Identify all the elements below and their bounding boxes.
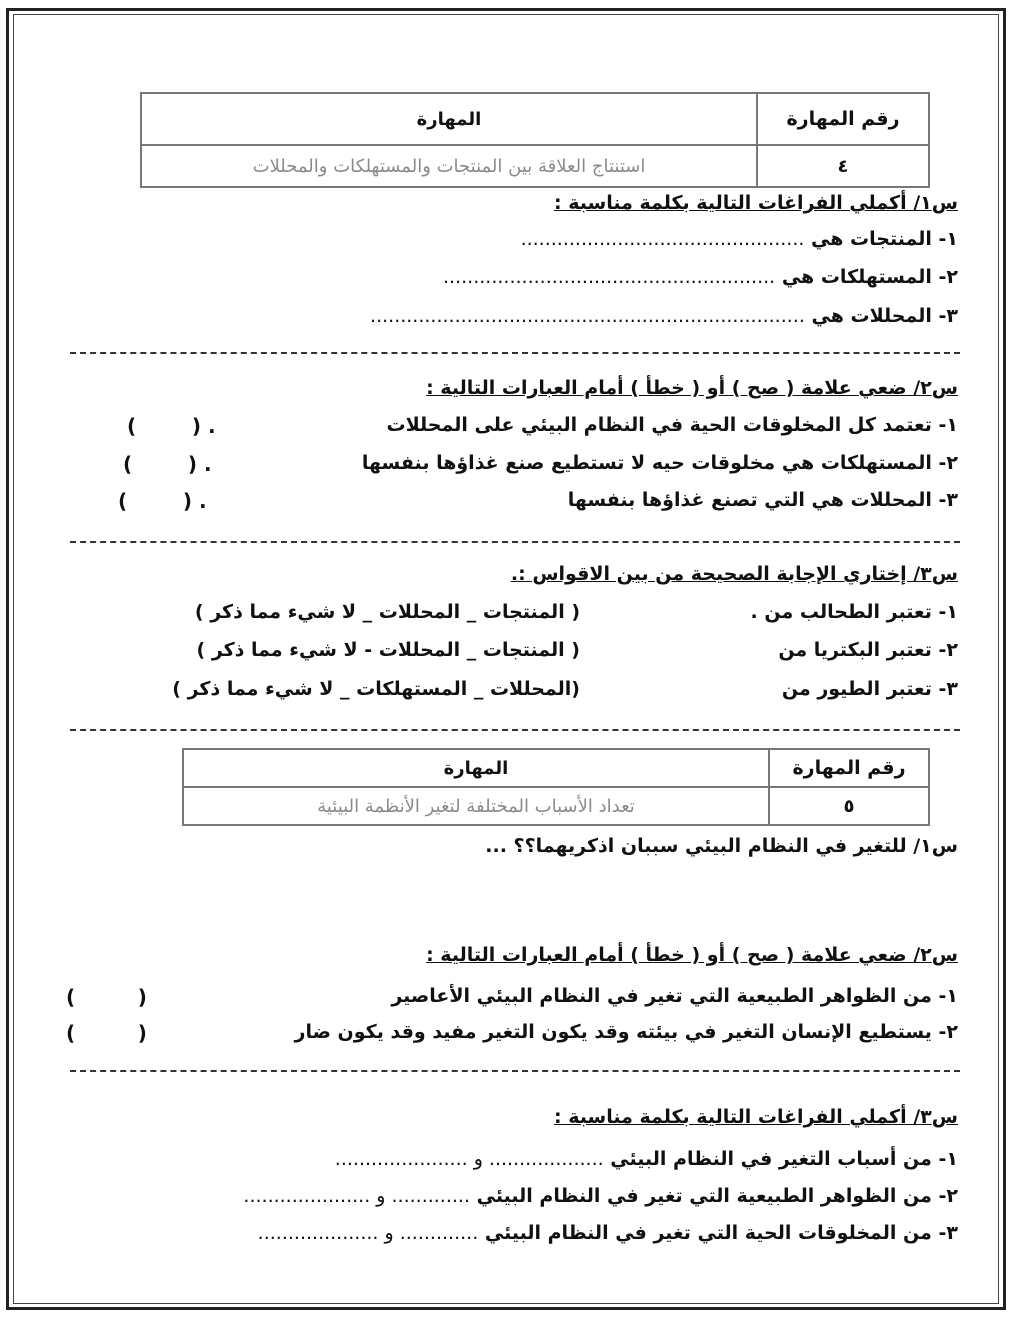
fill-item-text: ١- المنتجات هي xyxy=(811,228,958,250)
skill-name-value: تعداد الأسباب المختلفة لتغير الأنظمة البيئية xyxy=(183,787,769,825)
true-false-statement: ٣- المحللات هي التي تصنع غذاؤها بنفسها xyxy=(567,489,958,511)
choice-options[interactable]: ( المنتجات _ المحللات _ لا شيء مما ذكر ) xyxy=(194,601,580,623)
section-divider xyxy=(70,541,960,543)
question-title: س١/ أكملي الفراغات التالية بكلمة مناسبة : xyxy=(554,192,958,214)
answer-parentheses[interactable]: ( ) . xyxy=(118,489,207,513)
skill-number-value: ٤ xyxy=(757,145,929,187)
choice-options[interactable]: (المحللات _ المستهلكات _ لا شيء مما ذكر ) xyxy=(172,678,580,700)
fill-item xyxy=(335,1148,958,1170)
answer-blank[interactable]: ............. و ..................... xyxy=(243,1185,471,1207)
choice-options[interactable]: ( المنتجات _ المحللات - لا شيء مما ذكر ) xyxy=(196,639,580,661)
fill-item-text: ٢- من الظواهر الطبيعية التي تغير في النظام البيئي xyxy=(476,1185,958,1207)
skill-name-header: المهارة xyxy=(183,749,769,787)
answer-parentheses[interactable]: ( ) . xyxy=(127,414,216,438)
answer-blank[interactable]: ................... و ...................... xyxy=(334,1148,604,1170)
question-title: س٢/ ضعي علامة ( صح ) أو ( خطأ ) أمام العبارات التالية : xyxy=(426,944,958,966)
skill-number-header: رقم المهارة xyxy=(757,93,929,145)
question-title: س٣/ أكملي الفراغات التالية بكلمة مناسبة : xyxy=(554,1106,958,1128)
fill-item xyxy=(521,228,958,250)
answer-blank[interactable]: ............. و .................... xyxy=(257,1222,479,1244)
skill-number-header: رقم المهارة xyxy=(769,749,929,787)
answer-parentheses[interactable]: ( ) xyxy=(66,985,147,1009)
skill-table-2 xyxy=(182,748,930,826)
fill-item-text: ٢- المستهلكات هي xyxy=(781,266,958,288)
answer-parentheses[interactable]: ( ) . xyxy=(123,452,212,476)
fill-item-text: ١- من أسباب التغير في النظام البيئي xyxy=(610,1148,958,1170)
choice-item-text: ٢- تعتبر البكتريا من xyxy=(778,639,958,661)
section-divider xyxy=(70,1070,960,1072)
skill-table-1 xyxy=(140,92,930,188)
choice-item-text: ٣- تعتبر الطيور من xyxy=(781,678,958,700)
fill-item-text: ٣- المحللات هي xyxy=(811,305,958,327)
answer-blank[interactable]: ........................................................................ xyxy=(370,305,805,327)
choice-item-text: ١- تعتبر الطحالب من . xyxy=(750,601,958,623)
true-false-statement: ٢- يستطيع الإنسان التغير في بيئته وقد يكون التغير مفيد وقد يكون ضار xyxy=(294,1021,958,1043)
fill-item xyxy=(243,1185,958,1207)
fill-item xyxy=(443,266,958,288)
answer-blank[interactable]: ............................................... xyxy=(520,228,805,250)
answer-blank[interactable]: ....................................................... xyxy=(443,266,776,288)
true-false-statement: ٢- المستهلكات هي مخلوقات حيه لا تستطيع صنع غذاؤها بنفسها xyxy=(361,452,958,474)
skill-name-value: استنتاج العلاقة بين المنتجات والمستهلكات والمحللات xyxy=(141,145,757,187)
skill-name-header: المهارة xyxy=(141,93,757,145)
question-title: س١/ للتغير في النظام البيئي سببان اذكريهما؟؟ ... xyxy=(485,835,958,857)
fill-item xyxy=(370,305,958,327)
fill-item-text: ٣- من المخلوقات الحية التي تغير في النظام البيئي xyxy=(484,1222,958,1244)
question-title: س٢/ ضعي علامة ( صح ) أو ( خطأ ) أمام العبارات التالية : xyxy=(426,377,958,399)
fill-item xyxy=(258,1222,958,1244)
question-title: س٣/ إختاري الإجابة الصحيحة من بين الاقواس :. xyxy=(510,563,958,585)
true-false-statement: ١- من الظواهر الطبيعية التي تغير في النظام البيئي الأعاصير xyxy=(391,985,958,1007)
true-false-statement: ١- تعتمد كل المخلوقات الحية في النظام البيئي على المحللات xyxy=(386,414,958,436)
section-divider xyxy=(70,352,960,354)
skill-number-value: ٥ xyxy=(769,787,929,825)
answer-parentheses[interactable]: ( ) xyxy=(66,1021,147,1045)
section-divider xyxy=(70,729,960,731)
